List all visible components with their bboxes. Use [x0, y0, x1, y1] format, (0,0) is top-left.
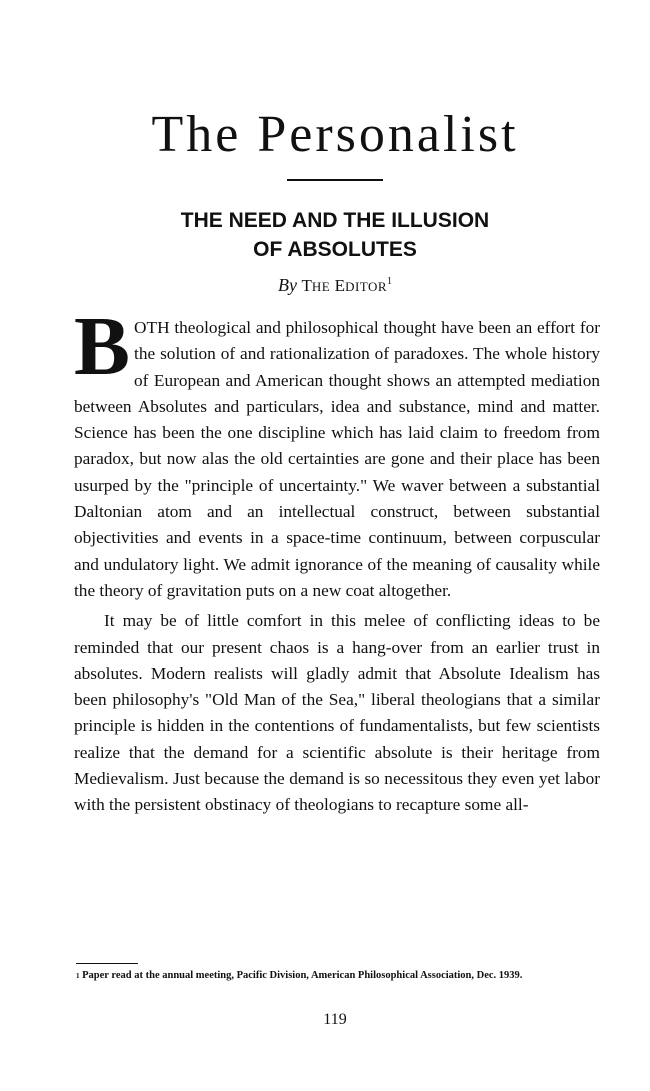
byline-author-t: T	[301, 276, 312, 295]
footnote-divider	[76, 963, 138, 964]
journal-title: The Personalist	[151, 106, 519, 163]
article-title-line-2: OF ABSOLUTES	[253, 238, 417, 261]
footnote	[76, 970, 602, 982]
byline-author-e: E	[334, 276, 346, 295]
paragraph-2: It may be of little comfort in this melee of conflicting ideas to be reminded that our present chaos is a hang-over from an earlier trust in absolutes. Modern realists will gladly admit that Absolute Idealism has been philosophy's "Old Man of the Sea," liberal theologians that a similar principle is hidden in the contentions of fundamentalists, but few scientists realize that the demand for a scientific absolute is their heritage from Medievalism. Just because the demand is so necessitous they even yet labor with the persistent obstinacy of theologians to recapture some all-	[74, 611, 600, 815]
byline-author-he: HE	[311, 279, 331, 294]
page-number: 119	[323, 1011, 347, 1028]
article-title-line-1: THE NEED AND THE ILLUSION	[180, 209, 490, 232]
drop-cap: B	[74, 300, 131, 393]
byline-author-ditor: DITOR	[345, 279, 388, 294]
footnote-text: Paper read at the annual meeting, Pacific Division, American Philosophical Association, Dec. 1939.	[82, 970, 523, 981]
footnote-marker: 1	[76, 972, 80, 980]
paragraph-1	[74, 300, 600, 604]
byline-by: By	[277, 275, 297, 295]
article-body	[74, 300, 600, 819]
title-divider	[287, 179, 383, 181]
article-title	[0, 206, 650, 264]
paragraph-1-text: OTH theological and philosophical thought have been an effort for the solution of and rationalization of paradoxes. The whole history of European and American thought shows an attempted mediation between Absolutes and particulars, idea and substance, mind and matter. Science has been the one discipline which has laid claim to freedom from paradox, but now alas the old certainties are gone and their place has been usurped by the "principle of uncertainty." We waver between a substantial Daltonian atom and an intellectual construct, between substantial objectivities and events in a space-time continuum, between corpuscular and undulatory light. We admit ignorance of the meaning of causality while the theory of gravitation puts on a new coat altogether.	[74, 318, 600, 600]
footnote-reference: 1	[387, 276, 393, 287]
byline	[0, 275, 650, 296]
